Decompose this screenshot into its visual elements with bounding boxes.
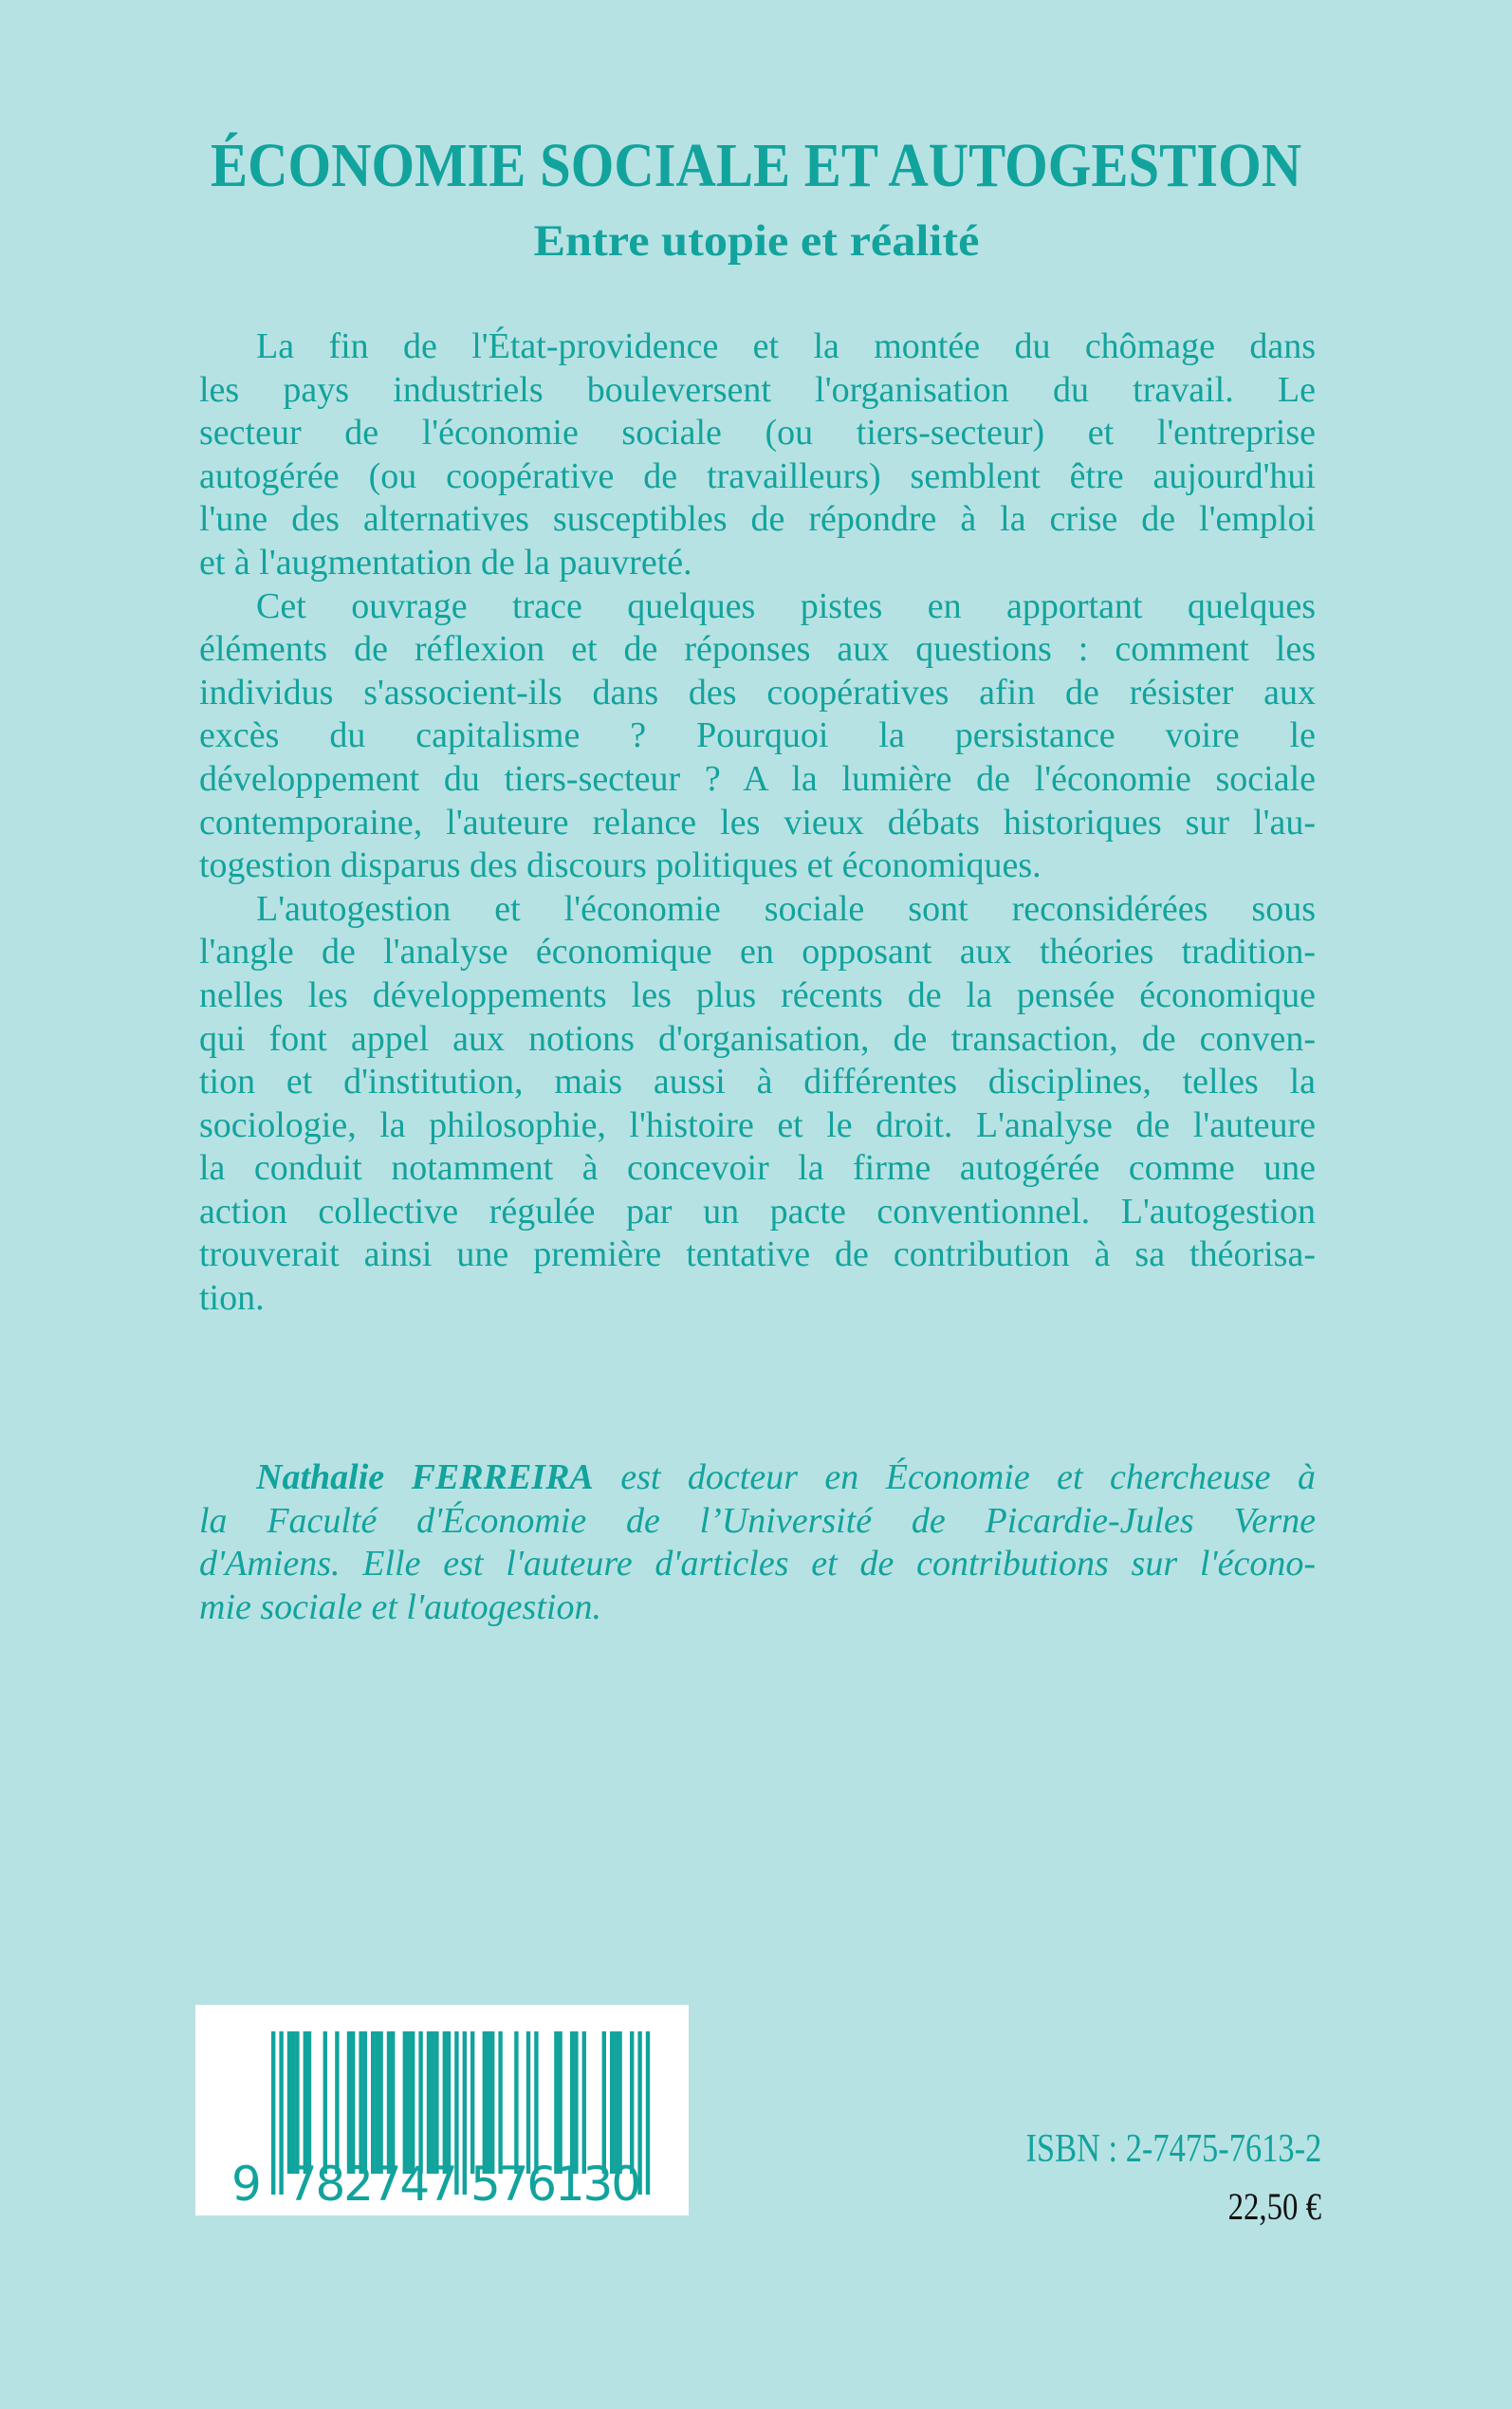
book-title: ÉCONOMIE SOCIALE ET AUTOGESTION bbox=[211, 131, 1301, 200]
blurb-line: Cet ouvrage trace quelques pistes en apportant quelques bbox=[256, 585, 1316, 626]
barcode-bar bbox=[307, 2031, 311, 2174]
blurb-line: autogérée (ou coopérative de travailleurs) semblent être aujourd'hui bbox=[199, 455, 1316, 496]
barcode-bar bbox=[359, 2031, 362, 2174]
barcode-bar bbox=[447, 2031, 451, 2174]
barcode-bar bbox=[323, 2031, 327, 2174]
blurb-line: togestion disparus des discours politiques et économiques. bbox=[199, 845, 1042, 886]
author-bio bbox=[199, 1456, 1316, 1629]
barcode-bar bbox=[582, 2031, 586, 2174]
barcode-digits: 782747 bbox=[286, 2157, 458, 2212]
barcode-bar bbox=[304, 2031, 307, 2174]
barcode-bar bbox=[411, 2031, 415, 2174]
blurb-line: L'autogestion et l'économie sociale sont reconsidérées sous bbox=[256, 888, 1316, 929]
author-bio-line: Nathalie FERREIRA est docteur en Économie et chercheuse à bbox=[256, 1457, 1316, 1497]
blurb-line: les pays industriels bouleversent l'organisation du travail. Le bbox=[199, 369, 1316, 410]
barcode-bar bbox=[630, 2031, 634, 2174]
barcode-bar bbox=[558, 2031, 562, 2174]
blurb-line: nelles les développements les plus récents de la pensée économique bbox=[199, 974, 1316, 1015]
barcode-bar bbox=[614, 2031, 618, 2174]
barcode-bar bbox=[287, 2031, 291, 2174]
barcode-bar bbox=[378, 2031, 382, 2174]
barcode-bar bbox=[347, 2031, 351, 2174]
blurb-line: trouverait ainsi une première tentative de contribution à sa théorisa- bbox=[199, 1234, 1316, 1275]
barcode-bar bbox=[427, 2031, 431, 2174]
author-bio-line: la Faculté d'Économie de l’Université de Picardie-Jules Verne bbox=[199, 1500, 1316, 1541]
barcode-bar bbox=[431, 2031, 434, 2174]
barcode-bar bbox=[351, 2031, 355, 2174]
barcode bbox=[195, 2005, 689, 2215]
blurb-line: qui font appel aux notions d'organisation, de transaction, de conven- bbox=[199, 1018, 1316, 1059]
barcode-bar bbox=[526, 2031, 530, 2174]
blurb-line: sociologie, la philosophie, l'histoire et le droit. L'analyse de l'auteure bbox=[199, 1104, 1316, 1145]
barcode-bar bbox=[570, 2031, 574, 2174]
blurb-line: secteur de l'économie sociale (ou tiers-secteur) et l'entreprise bbox=[199, 413, 1316, 454]
barcode-bar bbox=[403, 2031, 407, 2174]
author-bio-line: mie sociale et l'autogestion. bbox=[199, 1586, 601, 1627]
book-subtitle: Entre utopie et réalité bbox=[532, 216, 979, 266]
barcode-bar bbox=[618, 2031, 621, 2174]
barcode-bar bbox=[363, 2031, 367, 2174]
author-name: Nathalie FERREIRA bbox=[256, 1457, 594, 1497]
barcode-digits: 9 bbox=[231, 2157, 262, 2212]
blurb-line: l'angle de l'analyse économique en opposant aux théories tradition- bbox=[199, 932, 1316, 973]
barcode-digits: 576130 bbox=[470, 2157, 641, 2212]
price: 22,50 € bbox=[1227, 2185, 1321, 2228]
blurb-line: développement du tiers-secteur ? A la lumière de l'économie sociale bbox=[199, 758, 1316, 799]
barcode-bar bbox=[291, 2031, 295, 2174]
blurb-line: La fin de l'État-providence et la montée du chômage dans bbox=[256, 326, 1316, 366]
barcode-bar bbox=[295, 2031, 299, 2174]
barcode-bar bbox=[602, 2031, 606, 2174]
blurb-line: la conduit notamment à concevoir la firme autogérée comme une bbox=[199, 1148, 1316, 1189]
barcode-bar bbox=[391, 2031, 395, 2174]
barcode-bar bbox=[434, 2031, 438, 2174]
barcode-bars bbox=[195, 2005, 689, 2215]
barcode-bar bbox=[610, 2031, 614, 2174]
blurb-line: éléments de réflexion et de réponses aux questions : comment les bbox=[199, 629, 1316, 670]
blurb-line: action collective régulée par un pacte conventionnel. L'autogestion bbox=[199, 1191, 1316, 1232]
barcode-bar bbox=[554, 2031, 558, 2174]
barcode-bar bbox=[418, 2031, 422, 2174]
author-bio-line: d'Amiens. Elle est l'auteure d'articles et de contributions sur l'écono- bbox=[199, 1544, 1316, 1584]
isbn: ISBN : 2-7475-7613-2 bbox=[1025, 2127, 1321, 2171]
blurb-line: individus s'associent-ils dans des coopératives afin de résister aux bbox=[199, 672, 1316, 713]
barcode-bar bbox=[335, 2031, 339, 2174]
back-cover-blurb bbox=[199, 325, 1316, 1321]
blurb-line: et à l'augmentation de la pauvreté. bbox=[199, 542, 692, 583]
blurb-line: tion et d'institution, mais aussi à différentes disciplines, telles la bbox=[199, 1062, 1316, 1103]
blurb-line: tion. bbox=[199, 1278, 265, 1319]
barcode-bar bbox=[279, 2031, 283, 2195]
barcode-bar bbox=[490, 2031, 494, 2174]
barcode-bar bbox=[483, 2031, 487, 2174]
barcode-bar bbox=[646, 2031, 650, 2195]
barcode-bar bbox=[574, 2031, 578, 2174]
barcode-bar bbox=[375, 2031, 378, 2174]
blurb-line: l'une des alternatives susceptibles de répondre à la crise de l'emploi bbox=[199, 499, 1316, 540]
barcode-bar bbox=[514, 2031, 518, 2174]
barcode-bar bbox=[534, 2031, 538, 2174]
blurb-line: contemporaine, l'auteure relance les vieux débats historiques sur l'au- bbox=[199, 802, 1316, 843]
barcode-bar bbox=[371, 2031, 375, 2174]
barcode-bar bbox=[407, 2031, 411, 2174]
barcode-bar bbox=[443, 2031, 447, 2174]
blurb-line: excès du capitalisme ? Pourquoi la persistance voire le bbox=[199, 715, 1316, 756]
barcode-bar bbox=[470, 2031, 474, 2174]
barcode-bar bbox=[387, 2031, 391, 2174]
barcode-bar bbox=[463, 2031, 467, 2195]
barcode-bar bbox=[498, 2031, 502, 2174]
barcode-bar bbox=[271, 2031, 275, 2195]
barcode-bar bbox=[487, 2031, 490, 2174]
